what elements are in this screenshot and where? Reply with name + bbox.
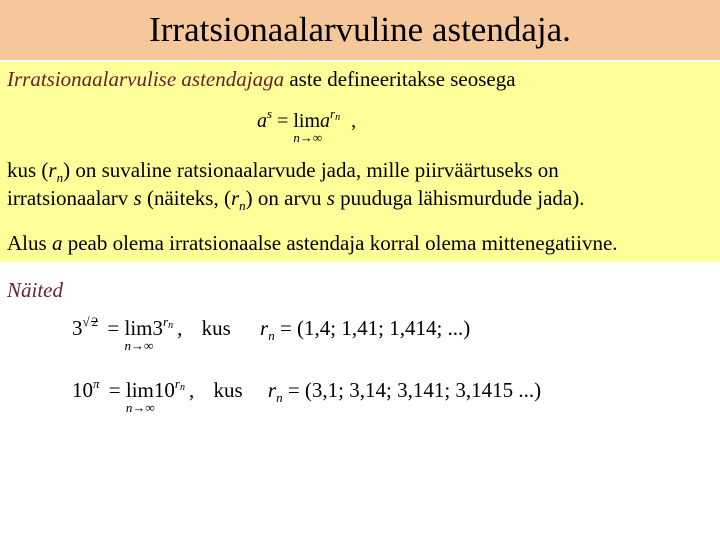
example1-rhs-exp-var: r xyxy=(163,314,169,329)
explanation-text: ) on arvu xyxy=(245,186,327,210)
example2-kus: kus xyxy=(213,378,243,402)
condition-text: peab olema irratsionaalse astendaja korral olema mittenegatiivne. xyxy=(62,231,618,255)
example2-lim-sub: n→∞ xyxy=(125,400,155,415)
example1-exp-radicand: 2 xyxy=(91,314,99,329)
formula-base: a xyxy=(257,110,267,132)
formula-equals: = xyxy=(277,110,289,132)
example2-rhs-base: 10 xyxy=(153,378,175,402)
condition-line xyxy=(7,230,618,257)
explanation-text: puuduga lähismurdude jada). xyxy=(334,186,585,210)
example1-lim xyxy=(124,316,154,353)
formula-rhs-exp-sub: n xyxy=(335,112,341,123)
example1-comma: , xyxy=(177,316,183,340)
example1-seq-value: = (1,4; 1,41; 1,414; ...) xyxy=(279,316,471,340)
examples-heading: Näited xyxy=(7,278,63,302)
formula-lim-sub: n→∞ xyxy=(293,130,323,145)
example2-seq-var: r xyxy=(267,378,277,402)
example2-base: 10 xyxy=(72,378,93,402)
example2-seq-sub: n xyxy=(276,390,283,405)
example2-rhs-exp xyxy=(175,376,185,391)
definition-term: Irratsionaalarvulise astendajaga xyxy=(7,67,285,91)
explanation-var: s xyxy=(133,186,142,210)
example1-rhs-base: 3 xyxy=(152,316,163,340)
explanation-var: r xyxy=(230,186,240,210)
example1-equals: = xyxy=(107,316,120,340)
explanation-text: ) on suvaline ratsionaalarvude jada, mille piirväärtuseks on xyxy=(63,158,559,182)
formula-lim xyxy=(293,110,323,145)
explanation-line-1 xyxy=(7,157,559,184)
explanation-text: irratsionaalarv xyxy=(7,186,134,210)
explanation-text: (näiteks, ( xyxy=(141,186,231,210)
condition-text: Alus xyxy=(7,231,52,255)
example1-lim-text: lim xyxy=(124,316,153,340)
example-1 xyxy=(72,314,471,353)
formula-rhs-exp-var: r xyxy=(330,106,336,121)
explanation-text: kus ( xyxy=(7,158,49,182)
formula-rhs-base: a xyxy=(320,110,331,132)
definition-rest: aste defineeritakse seosega xyxy=(284,67,516,91)
explanation-line-2 xyxy=(7,185,585,212)
example1-exp: √ 2 xyxy=(82,314,99,329)
example1-lim-sub: n→∞ xyxy=(124,338,154,353)
example2-lim-text: lim xyxy=(125,378,154,402)
example1-seq-sub: n xyxy=(268,328,275,343)
example1-seq-var: r xyxy=(260,316,269,340)
example2-seq-value: = (3,1; 3,14; 3,141; 3,1415 ...) xyxy=(287,378,542,402)
example2-exp: π xyxy=(93,376,100,391)
definition-formula xyxy=(257,106,357,145)
explanation-sub: n xyxy=(56,170,64,185)
formula-exp: s xyxy=(267,106,273,121)
explanation-var: r xyxy=(48,158,57,182)
formula-trailing: , xyxy=(351,110,357,132)
definition-line xyxy=(7,66,516,93)
example-2 xyxy=(72,376,542,415)
example2-comma: , xyxy=(188,378,195,402)
example2-lim xyxy=(125,378,155,415)
example1-rhs-exp xyxy=(163,314,173,329)
example2-rhs-exp-var: r xyxy=(174,376,180,391)
example2-rhs-exp-sub: n xyxy=(179,382,185,393)
explanation-var: s xyxy=(326,186,335,210)
condition-var: a xyxy=(51,231,63,255)
slide-title: Irratsionaalarvuline astendaja. xyxy=(149,9,571,49)
formula-lim-text: lim xyxy=(293,110,321,132)
example1-rhs-exp-sub: n xyxy=(168,320,174,331)
example1-base: 3 xyxy=(72,316,83,340)
example1-kus: kus xyxy=(201,316,231,340)
explanation-sub: n xyxy=(239,198,246,213)
formula-rhs-exp xyxy=(330,106,340,121)
title-bar xyxy=(0,0,720,60)
example2-equals: = xyxy=(108,378,121,402)
